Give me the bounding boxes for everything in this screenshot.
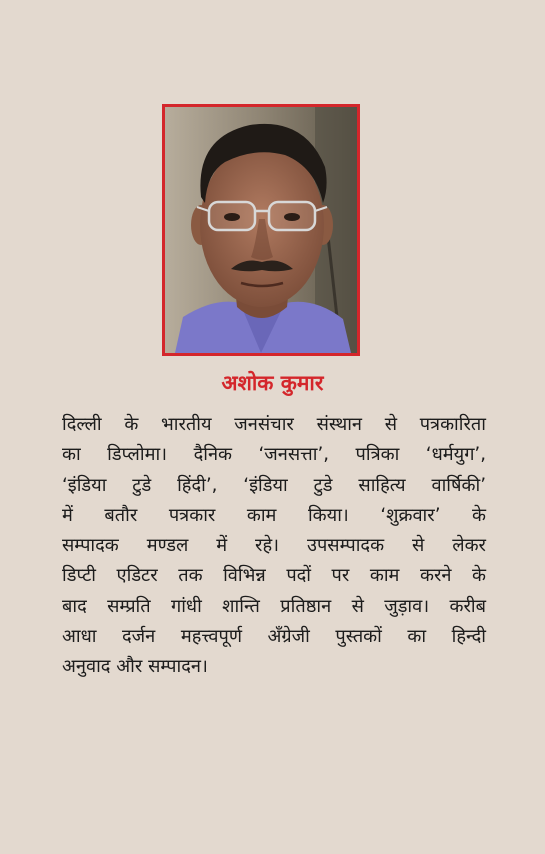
author-portrait-image	[165, 107, 357, 353]
bio-line: में बतौर पत्रकार काम किया। ‘शुक्रवार’ के	[62, 504, 486, 526]
bio-line: ‘इंडिया टुडे हिंदी’, ‘इंडिया टुडे साहित्य वार्षिकी’	[62, 474, 486, 496]
bio-line: आधा दर्जन महत्त्वपूर्ण अँग्रेजी पुस्तकों का हिन्दी	[62, 626, 486, 648]
author-name: अशोक कुमार	[221, 371, 324, 395]
bio-line: बाद सम्प्रति गांधी शान्ति प्रतिष्ठान से जुड़ाव। करीब	[62, 595, 486, 617]
bio-line: डिप्टी एडिटर तक विभिन्न पदों पर काम करने के	[62, 565, 486, 587]
bio-line: का डिप्लोमा। दैनिक ‘जनसत्ता’, पत्रिका ‘धर्मयुग’,	[62, 444, 486, 466]
author-photo	[162, 104, 360, 356]
bio-line: दिल्ली के भारतीय जनसंचार संस्थान से पत्रकारिता	[62, 414, 486, 435]
author-bio	[62, 410, 486, 683]
bio-line: सम्पादक मण्डल में रहे। उपसम्पादक से लेकर	[62, 535, 486, 557]
bio-line: अनुवाद और सम्पादन।	[62, 656, 208, 678]
